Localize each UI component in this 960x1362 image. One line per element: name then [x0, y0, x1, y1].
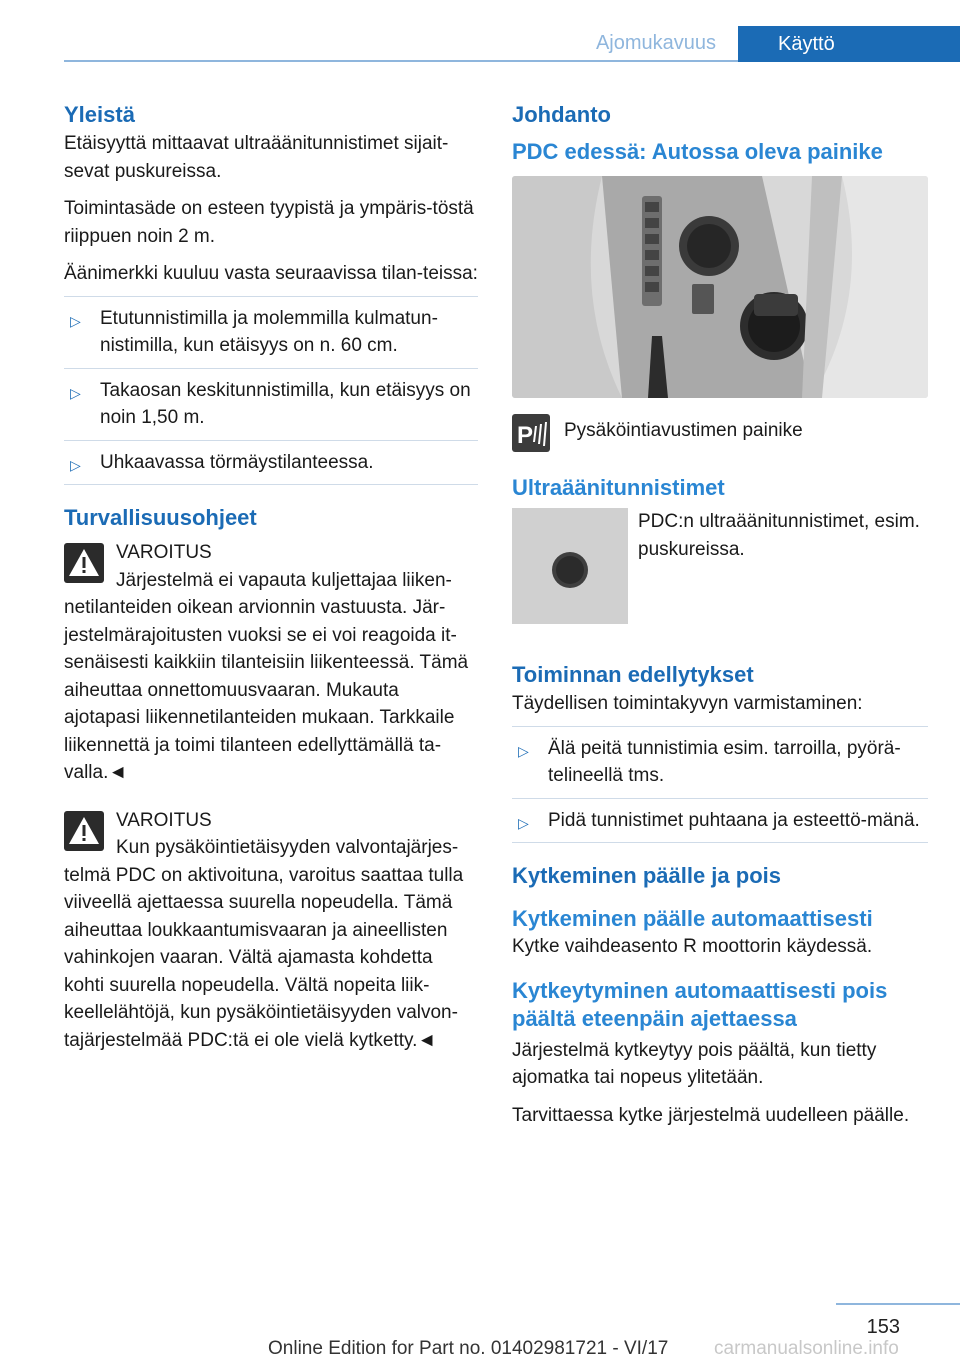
heading-auto-on: Kytkeminen päälle automaattisesti — [512, 906, 873, 931]
parking-assist-button-icon — [512, 414, 550, 452]
paragraph: Äänimerkki kuuluu vasta seuraavissa tilan-teissa: — [64, 263, 478, 284]
triangle-bullet-icon: ▷ — [70, 312, 81, 329]
sensor-row — [512, 508, 928, 632]
paragraph: Täydellisen toimintakyvyn varmistaminen: — [512, 693, 863, 714]
paragraph: Kytke vaihdeasento R moottorin käydessä. — [512, 936, 873, 957]
warning-triangle-icon — [64, 811, 104, 851]
console-photo — [512, 176, 928, 398]
header-chapter-tab[interactable]: Käyttö — [738, 26, 960, 62]
warning-text-first-line: Järjestelmä ei vapauta kuljettajaa liiken- — [116, 569, 452, 591]
paragraph: Järjestelmä kytkeytyy pois päältä, kun tietty ajomatka tai nopeus ylitetään. — [512, 1039, 877, 1088]
heading-johdanto: Johdanto — [512, 102, 611, 127]
paragraph: Tarvittaessa kytke järjestelmä uudelleen päälle. — [512, 1104, 910, 1126]
triangle-bullet-icon: ▷ — [518, 742, 529, 759]
heading-auto-off: Kytkeytyminen automaattisesti pois päältä eteenpäin ajettaessa — [512, 977, 888, 1031]
pdc-caption: Pysäköintiavustimen painike — [564, 420, 803, 441]
paragraph: Toimintasäde on esteen tyypistä ja ympäris-töstä riippuen noin 2 m. — [64, 198, 474, 247]
right-column — [512, 100, 928, 1129]
pdc-caption-row — [512, 414, 928, 458]
header-section-tab[interactable]: Ajomukavuus — [595, 32, 717, 54]
svg-text:P: P — [517, 422, 534, 449]
heading-yleista: Yleistä — [64, 102, 135, 127]
warning-text-first-line: Kun pysäköintietäisyyden valvontajärjes- — [116, 837, 459, 858]
list-item: ▷ Uhkaavassa törmäystilanteessa. — [64, 441, 478, 486]
heading-conditions: Toiminnan edellytykset — [512, 662, 754, 687]
footer-rule — [836, 1303, 960, 1305]
warning-text: netilanteiden oikean arvionnin vastuusta. Jär-jestelmärajoitusten vuoksi se ei voi reagoida it-senäisesti kaikkiin tilanteisiin liikenteessä. Tämä aiheuttaa onnettomuusvaaran. Mukauta ajotapasi liikennetilanteiden mukaan. Tarkkaile liikennettä ja toimi tilanteen edellyttämällä ta-valla.◄ — [64, 597, 469, 783]
bullet-list — [64, 296, 478, 486]
heading-switch: Kytkeminen päälle ja pois — [512, 863, 781, 888]
paragraph: Etäisyyttä mittaavat ultraäänitunnistimet sijait-sevat puskureissa. — [64, 133, 449, 182]
list-item: ▷ Älä peitä tunnistimia esim. tarroilla, pyörä-telineellä tms. — [512, 727, 928, 799]
warning-block — [64, 807, 478, 1055]
watermark: carmanualsonline.info — [714, 1338, 899, 1359]
list-item: ▷ Pidä tunnistimet puhtaana ja esteettö-mänä. — [512, 799, 928, 844]
edition-note: Online Edition for Part no. 01402981721 - VI/17 — [268, 1338, 669, 1359]
warning-text: telmä PDC on aktivoituna, varoitus saattaa tulla viiveellä ajettaessa suurella nopeudella. Tämä aiheuttaa loukkaantumisvaaran ja aineellisten vahinkojen vaaran. Vältä ajamasta kohdetta kohti suurella nopeudella. Vältä nopeita liik-keellelähtöjä, kun pysäköintietäisyyden valvon-tajärjestelmää PDC:tä ei ole vielä kytketty.◄ — [64, 864, 464, 1051]
list-item: ▷ Takaosan keskitunnistimilla, kun etäisyys on noin 1,50 m. — [64, 369, 478, 441]
warning-label: VAROITUS — [116, 542, 212, 563]
warning-block — [64, 539, 478, 787]
warning-label: VAROITUS — [116, 809, 212, 831]
heading-sensors: Ultraäänitunnistimet — [512, 475, 725, 500]
left-column — [64, 100, 478, 1054]
sensors-description: PDC:n ultraäänitunnistimet, esim. puskureissa. — [638, 511, 920, 560]
triangle-bullet-icon: ▷ — [70, 456, 81, 473]
heading-safety: Turvallisuusohjeet — [64, 505, 257, 530]
warning-triangle-icon — [64, 543, 104, 583]
triangle-bullet-icon: ▷ — [518, 814, 529, 831]
heading-pdc-front: PDC edessä: Autossa oleva painike — [512, 139, 883, 164]
triangle-bullet-icon: ▷ — [70, 384, 81, 401]
bullet-list — [512, 726, 928, 844]
page-number: 153 — [866, 1316, 900, 1338]
ultrasonic-sensor-image — [512, 508, 628, 624]
list-item: ▷ Etutunnistimilla ja molemmilla kulmatun-nistimilla, kun etäisyys on n. 60 cm. — [64, 297, 478, 369]
